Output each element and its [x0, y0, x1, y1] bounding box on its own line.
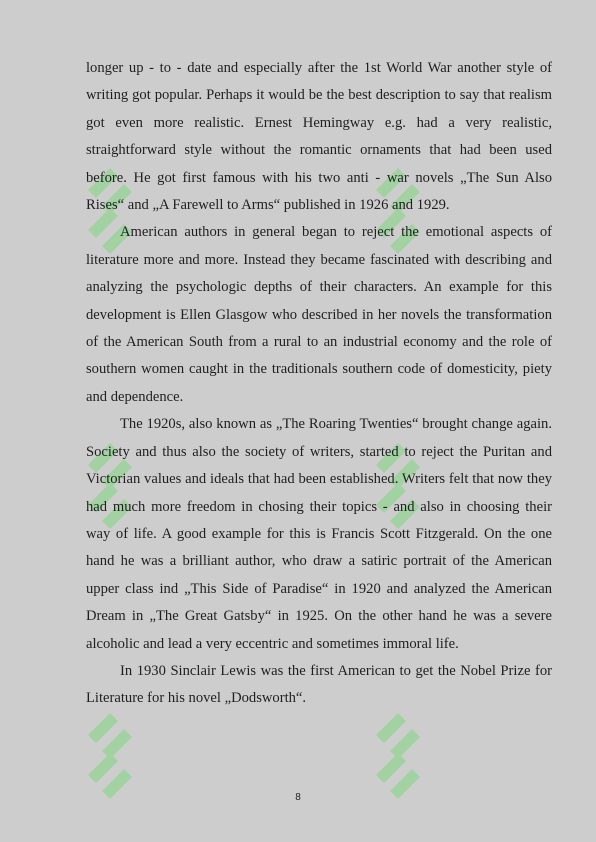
paragraph-3: The 1920s, also known as „The Roaring Twenties“ brought change again. Society and thus also the society of writers, started to reject the Puritan and Victorian values and ideals that had been established. Writers felt that now they had much more freedom in chosing their topics - and also in choosing their way of life. A good example for this is Francis Scott Fitzgerald. On the one hand he was a brilliant author, who draw a satiric portrait of the American upper class ind „This Side of Paradise“ in 1920 and analyzed the American Dream in „The Great Gatsby“ in 1925. On the other hand he was a severe alcoholic and lead a very eccentric and sometimes immoral life.	[86, 416, 552, 652]
page-number: 8	[295, 792, 301, 803]
paragraph-1: longer up - to - date and especially after the 1st World War another style of writing got popular. Perhaps it would be the best description to say that realism got even more realistic. Ernest Hemingway e.g. had a very realistic, straightforward style without the romantic ornaments that had been used before. He got first famous with his two anti - war novels „The Sun Also Rises“ and „A Farewell to Arms“ published in 1926 and 1929.	[86, 60, 552, 214]
paragraph-4: In 1930 Sinclair Lewis was the first American to get the Nobel Prize for Literature for his novel „Dodsworth“.	[86, 662, 552, 707]
body-text	[86, 55, 552, 713]
paragraph-2: American authors in general began to reject the emotional aspects of literature more and more. Instead they became fascinated with describing and analyzing the psychologic depths of their characters. An example for this development is Ellen Glasgow who described in her novels the transformation of the American South from a rural to an industrial economy and the role of southern women caught in the traditionals southern code of domesticity, piety and dependence.	[86, 224, 552, 405]
